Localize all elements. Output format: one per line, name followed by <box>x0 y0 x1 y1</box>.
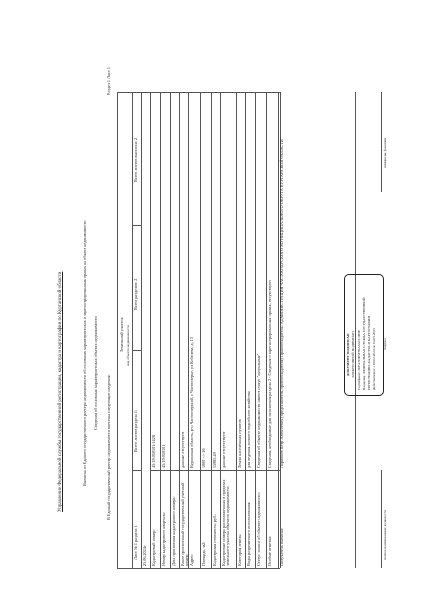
position-caption: полное наименование должности <box>383 510 387 560</box>
row-label: Статус записи об объекте недвижимости: <box>256 492 261 566</box>
signature-caption: подпись <box>383 337 387 350</box>
row-label: Адрес: <box>189 553 194 566</box>
sheet-cell-divider-1 <box>132 470 141 471</box>
sections-total: Всего разделов: 2 <box>133 278 138 310</box>
section-label: Раздел 1 Лист 1 <box>106 67 111 95</box>
agency-name: Управление Федеральной службы государственной регистрации, кадастра и картографии по Курганской области <box>58 271 63 512</box>
object-type-sublabel: вид объекта недвижимости <box>126 325 130 366</box>
row-divider <box>245 92 246 568</box>
row-divider <box>211 92 212 568</box>
row-value: данные отсутствуют <box>180 431 185 468</box>
date-row-divider <box>150 92 151 568</box>
row-divider <box>188 92 189 568</box>
row-value: для ведения личного подсобного хозяйства <box>246 391 251 468</box>
stamp-subtitle: ЭЛЕКТРОННОЙ ПОДПИСЬЮ <box>351 331 355 378</box>
row-value: 45:19:050101 <box>161 444 166 468</box>
sheet-cell-divider-3 <box>132 225 141 226</box>
stamp-title: ДОКУМЕНТ ПОДПИСАН <box>346 333 350 376</box>
sheets-total: Всего листов выписки: 2 <box>133 137 138 182</box>
row-value: Курганская область, р-н Частоозерский, с Частоозерье, ул Кобелева, д. 13 <box>189 337 194 468</box>
table-bottom-border <box>117 568 280 569</box>
sheet-number: Лист № 1 раздела 1 <box>133 525 138 560</box>
row-label: Дата присвоения кадастрового номера: <box>171 496 176 566</box>
row-label: Кадастровые номера расположенных в пределах земельного участка объектов недвижимости: <box>221 479 231 566</box>
row-value: Земли населённых пунктов <box>237 419 242 468</box>
row-label: Категория земель: <box>237 533 242 566</box>
signature-name-line <box>381 92 382 192</box>
signature-position-line <box>381 470 382 568</box>
name-caption: инициалы, фамилия <box>383 138 387 168</box>
extract-title: Выписка из Единого государственного реестра недвижимости об основных характеристиках и зарегистрированных правах на объект недвижимости <box>82 220 87 486</box>
row-label: Получатель выписки: <box>279 527 284 566</box>
row-label: Кадастровая стоимость, руб.: <box>212 513 217 566</box>
object-type-label: Земельный участок <box>119 317 124 352</box>
row-label: Особые отметки: <box>267 535 272 566</box>
stamp-line-3: РЕГИСТРАЦИИ, КАДАСТРА И КАРТОГРАФИИ <box>367 316 371 390</box>
stamp-line-1: Сертификат: 00FA7DB5F88A8A1C1B9E <box>357 329 361 390</box>
stamp-line-2: Владелец: ФЕДЕРАЛЬНАЯ СЛУЖБА ГОСУДАРСТВЕННОЙ <box>362 297 366 390</box>
sheet-row-divider <box>141 92 142 568</box>
edrn-intro: В Единый государственный реестр недвижимости внесены следующие сведения: <box>106 374 111 520</box>
row-value: 45:19:050101:1428 <box>151 435 156 468</box>
row-value: 1000 +/- 16 <box>201 448 206 468</box>
row-value: 15985.49 <box>212 452 217 468</box>
row-label: Ранее присвоенный государственный учетный номер: <box>180 483 190 566</box>
row-label: Номер кадастрового квартала: <box>161 512 166 566</box>
registry-notice: Сведения об основных характеристиках объекта недвижимости <box>93 316 98 430</box>
row-value: Сведения, необходимые для заполнения раздела 2 - Сведения о зарегистрированных правах, отсутствуют <box>267 280 272 468</box>
row-label: Площадь, м2: <box>201 541 206 566</box>
sheet-cell-divider-2 <box>132 350 141 351</box>
row-label: Кадастровый номер: <box>151 529 156 566</box>
row-label: Виды разрешенного использования: <box>246 501 251 566</box>
row-divider <box>200 92 201 568</box>
row-divider <box>160 92 161 568</box>
sheets-in-section: Всего листов раздела 1: <box>133 409 138 452</box>
row-divider <box>236 92 237 568</box>
stamp-line-4: Действителен: с 09.02.2024 по 04.05.2025 <box>372 328 376 390</box>
row-value: данные отсутствуют <box>221 431 226 468</box>
row-value: Сведения об объекте недвижимости имеют статус "актуальные" <box>256 353 261 468</box>
row-value: Ларионов Петр Алексеевич (представитель правообладателя) Правообладатель: АДМИНИСТРАЦИЯ ЧАСТООЗЕРСКОГО МУНИЦИПАЛЬНОГО ОКРУГА КУРГАНСКОЙ ОБЛАСТИ <box>279 139 284 468</box>
extract-date: 25.06.2024г <box>142 545 147 566</box>
table-left-border <box>117 92 118 568</box>
